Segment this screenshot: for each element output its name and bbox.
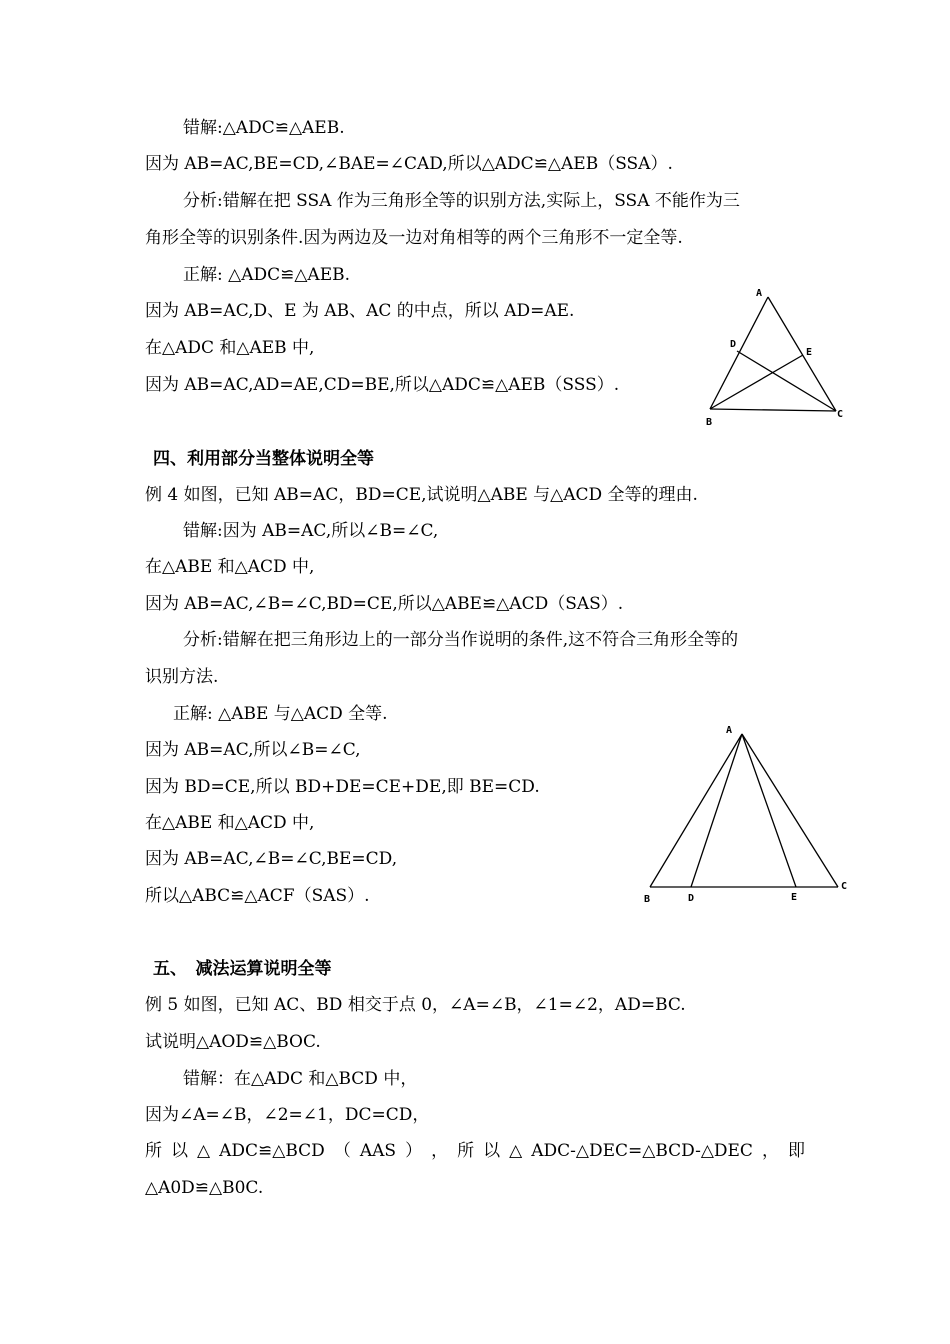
text-line: 因为 AB=AC,D、E 为 AB、AC 的中点，所以 AD=AE. bbox=[145, 301, 575, 321]
point-label-a: A bbox=[756, 288, 763, 299]
section-heading: 四、利用部分当整体说明全等 bbox=[153, 449, 374, 469]
segment-ac bbox=[742, 734, 838, 887]
word: （ bbox=[333, 1141, 351, 1161]
text-line: 例 5 如图，已知 AC、BD 相交于点 0，∠A=∠B，∠1=∠2，AD=BC. bbox=[145, 995, 686, 1015]
point-label-c: C bbox=[837, 409, 844, 420]
segment-ac bbox=[768, 297, 836, 411]
word: ADC-△DEC=△BCD-△DEC bbox=[531, 1141, 753, 1161]
word: ， bbox=[761, 1141, 779, 1161]
triangle-figure-2 bbox=[636, 718, 856, 910]
text-line: 在△ABE 和△ACD 中, bbox=[145, 557, 315, 577]
text-line: 试说明△AOD≌△BOC. bbox=[145, 1032, 321, 1052]
text-line: 因为 AB=AC,AD=AE,CD=BE,所以△ADC≌△AEB（SSS）. bbox=[145, 375, 620, 395]
text-line: △A0D≌△B0C. bbox=[145, 1178, 264, 1198]
text-line: 因为 AB=AC,BE=CD,∠BAE=∠CAD,所以△ADC≌△AEB（SSA）. bbox=[145, 154, 673, 174]
text-line: 识别方法. bbox=[145, 667, 219, 687]
text-line: 例 4 如图，已知 AB=AC，BD=CE,试说明△ABE 与△ACD 全等的理由. bbox=[145, 485, 698, 505]
text-line: 分析:错解在把三角形边上的一部分当作说明的条件,这不符合三角形全等的 bbox=[183, 630, 739, 650]
word: 即 bbox=[787, 1141, 805, 1161]
point-label-b: B bbox=[644, 894, 651, 905]
segment-bc bbox=[710, 409, 836, 411]
point-label-c: C bbox=[841, 881, 848, 892]
point-label-a: A bbox=[726, 725, 733, 736]
text-line: 错解:△ADC≌△AEB. bbox=[183, 118, 345, 138]
point-label-d: D bbox=[688, 893, 695, 904]
text-line: 因为 AB=AC,∠B=∠C,BE=CD, bbox=[145, 849, 398, 869]
text-line: 正解: △ADC≌△AEB. bbox=[183, 265, 351, 285]
word: AAS bbox=[359, 1141, 397, 1161]
word: ADC≌△BCD bbox=[219, 1141, 325, 1161]
word: 所 bbox=[457, 1141, 475, 1161]
point-label-e: E bbox=[806, 347, 813, 358]
word: 以 bbox=[171, 1141, 189, 1161]
text-line: 在△ABE 和△ACD 中, bbox=[145, 813, 315, 833]
text-line: 在△ADC 和△AEB 中, bbox=[145, 338, 315, 358]
text-line: 错解:因为 AB=AC,所以∠B=∠C, bbox=[183, 521, 439, 541]
word: 所 bbox=[145, 1141, 162, 1161]
justified-text-line bbox=[145, 1140, 805, 1162]
text-line: 因为 AB=AC,∠B=∠C,BD=CE,所以△ABE≌△ACD（SAS）. bbox=[145, 594, 624, 614]
text-line: 因为 BD=CE,所以 BD+DE=CE+DE,即 BE=CD. bbox=[145, 777, 540, 797]
text-line: 所以△ABC≌△ACF（SAS）. bbox=[145, 886, 370, 906]
segment-ae bbox=[742, 734, 796, 887]
segment-ad bbox=[691, 734, 742, 887]
word: △ bbox=[197, 1141, 211, 1161]
point-label-e: E bbox=[791, 892, 798, 903]
word: ） bbox=[405, 1141, 423, 1161]
point-label-b: B bbox=[706, 417, 713, 428]
text-line: 正解: △ABE 与△ACD 全等. bbox=[173, 704, 388, 724]
word: 以 bbox=[483, 1141, 501, 1161]
point-label-d: D bbox=[730, 339, 737, 350]
text-line: 因为∠A=∠B，∠2=∠1，DC=CD， bbox=[145, 1105, 430, 1125]
text-line: 因为 AB=AC,所以∠B=∠C, bbox=[145, 740, 361, 760]
text-line: 错解：在△ADC 和△BCD 中， bbox=[183, 1069, 418, 1089]
text-line: 角形全等的识别条件.因为两边及一边对角相等的两个三角形不一定全等. bbox=[145, 228, 683, 248]
text-line: 分析:错解在把 SSA 作为三角形全等的识别方法,实际上，SSA 不能作为三 bbox=[183, 191, 740, 211]
word: △ bbox=[509, 1141, 523, 1161]
word: ， bbox=[431, 1141, 449, 1161]
section-heading: 五、 减法运算说明全等 bbox=[153, 959, 332, 979]
segment-ab bbox=[650, 734, 742, 887]
triangle-figure-1 bbox=[700, 284, 860, 430]
segment-dc bbox=[737, 351, 836, 411]
